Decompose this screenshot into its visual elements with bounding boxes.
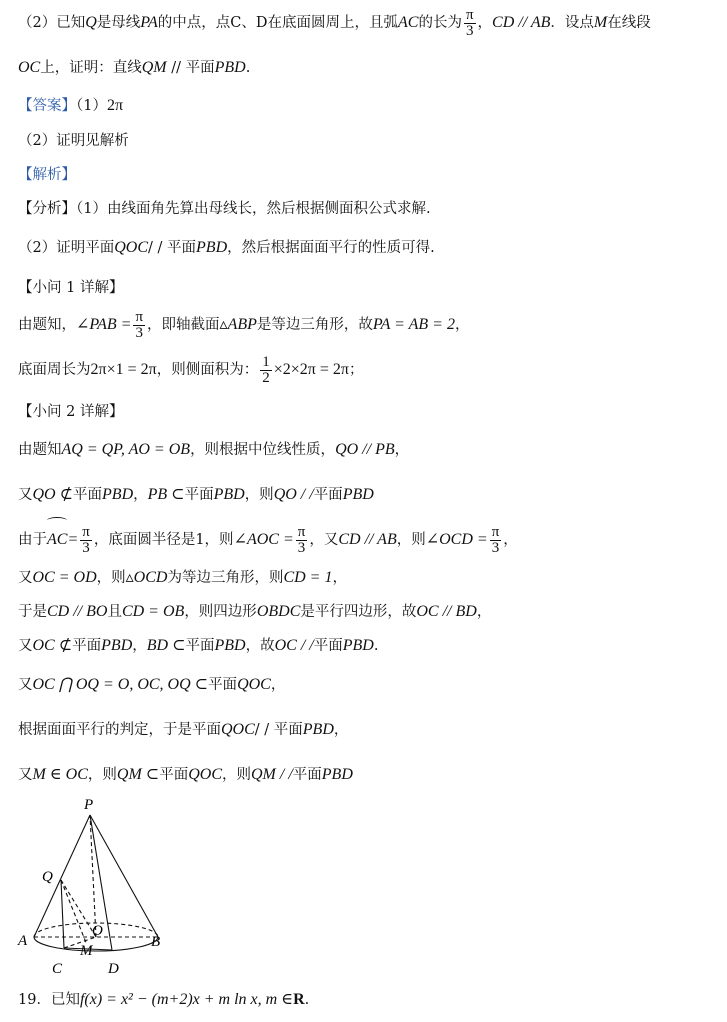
label-b: B [151,934,161,950]
answer-line: 【答案】（1）2π [18,97,124,114]
segment-qo [61,880,96,937]
label-a: A [18,933,28,949]
solution-2-line-1: 由题知AQ = QP, AO = OB，则根据中位线性质，QO // PB， [18,441,410,458]
fraction-pi-over-3: $\frac{\pi}{3}$ [135,308,144,341]
solution-2-line-4: 又OC = OD，则▵OCD为等边三角形，则CD = 1， [18,569,347,586]
label-d: D [108,961,119,977]
segment-qm [61,880,87,945]
solution-1-line-1: 由题知，∠PAB = $\frac{\pi}{3}$ ，即轴截面▵ABP是等边三角形，故PA = AB = 2， [18,308,470,341]
subquestion-1-heading: 【小问 1 详解】 [18,280,124,296]
answer-line-2: （2）证明见解析 [18,133,129,149]
solution-2-line-2: 又QO ⊄平面PBD，PB ⊂平面PBD，则QO / /平面PBD [18,486,374,503]
analysis-tag: 【解析】 [18,167,76,183]
label-p: P [84,797,94,813]
answer-tag: 【答案】 [18,98,76,114]
fraction-one-half: $\frac{1}{2}$ [262,353,270,386]
solution-2-line-7: 又OC ⋂ OQ = O, OC, OQ ⊂平面QOC， [18,676,286,693]
solution-1-line-2: 底面周长为2π×1 = 2π，则侧面积为： $\frac{1}{2}$ ×2×2π = 2π； [18,353,364,386]
solution-2-line-9: 又M ∈ OC，则QM ⊂平面QOC，则QM / /平面PBD [18,766,353,783]
problem-2-statement-line1: （2）已知Q是母线PA的中点，点C、D在底面圆周上，且弧AC的长为 $\frac{\pi}{3}$ ，CD // AB．设点M在线段 [18,6,651,39]
solution-2-line-3: 由于AC= $\frac{\pi}{3}$ ，底面圆半径是1，则∠AOC = $\frac{\pi}{3}$ ，又CD // AB，则∠OCD = $\frac{\pi}{3}$ ， [18,520,518,560]
solution-2-line-5: 于是CD // BO且CD = OB，则四边形OBDC是平行四边形，故OC // BD， [18,603,492,620]
solution-2-line-6: 又OC ⊄平面PBD，BD ⊂平面PBD，故OC / /平面PBD. [18,637,379,654]
fraction-pi-over-3: $\frac{\pi}{3}$ [465,6,474,39]
arc-ac: AC [47,520,67,560]
cone-figure [14,795,174,980]
label-o: O [92,923,103,939]
label-c: C [52,961,63,977]
label-m: M [80,943,93,959]
problem-19-statement: 19．已知f(x) = x² − (m+2)x + m ln x, m ∈R. [18,991,310,1008]
solution-2-line-8: 根据面面平行的判定，于是平面QOC/ / 平面PBD， [18,721,349,738]
label-q: Q [42,869,53,885]
problem-2-statement-line2: OC上，证明：直线QM // 平面PBD. [18,59,251,76]
segment-qc [61,880,64,948]
analysis-line-2: （2）证明平面QOC/ / 平面PBD，然后根据面面平行的性质可得. [18,239,435,256]
analysis-line-1: 【分析】（1）由线面角先算出母线长，然后根据侧面积公式求解. [18,201,431,217]
subquestion-2-heading: 【小问 2 详解】 [18,404,124,420]
